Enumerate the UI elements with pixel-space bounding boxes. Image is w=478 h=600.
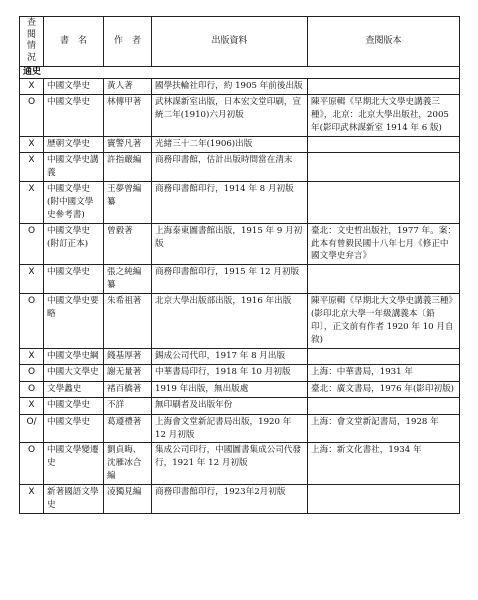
cell-consulted: 臺北：文史哲出版社，1977 年。案：此本有曾毅民國十八年七月《修正中國文學史弁言》 (308, 223, 460, 265)
cell-consulted (308, 182, 460, 224)
cell-status: O/ (20, 414, 44, 443)
cell-consulted: 上海：會文堂新記書局，1928 年 (308, 414, 460, 443)
cell-status: X (20, 348, 44, 365)
cell-consulted (308, 485, 460, 514)
table-row (20, 485, 460, 514)
cell-title: 中國文學史 (44, 398, 104, 415)
cell-author: 黃人著 (104, 78, 152, 95)
table-row (20, 443, 460, 485)
cell-author: 錢基厚著 (104, 348, 152, 365)
cell-author: 凌獨見編 (104, 485, 152, 514)
cell-title: 中國大文學史 (44, 365, 104, 382)
cell-consulted: 臺北：廣文書局，1976 年(影印初版) (308, 381, 460, 398)
cell-publication: 中華書局印行，1918 年 10 月初版 (152, 365, 308, 382)
cell-status: O (20, 365, 44, 382)
cell-consulted: 陳平原輯《早期北大文學史講義三種》(影印北京大學一年級講義本〔鉛印〕，正文前有作者 1920 年 10 月自敘) (308, 294, 460, 349)
cell-title: 歷朝文學史 (44, 136, 104, 153)
cell-title: 中國文學史 (44, 95, 104, 137)
cell-author: 朱希祖著 (104, 294, 152, 349)
cell-author: 曾毅著 (104, 223, 152, 265)
cell-consulted: 上海：中華書局，1931 年 (308, 365, 460, 382)
cell-title: 中國文學史(附訂正本) (44, 223, 104, 265)
cell-status: X (20, 398, 44, 415)
cell-title: 中國文學史綱 (44, 348, 104, 365)
cell-consulted (308, 78, 460, 95)
cell-status: O (20, 95, 44, 137)
header-publication: 出版資料 (152, 17, 308, 67)
cell-title: 中國文學史 (44, 78, 104, 95)
cell-author: 林傳甲著 (104, 95, 152, 137)
cell-title: 中國文學史 (44, 265, 104, 294)
cell-status: X (20, 182, 44, 224)
cell-consulted (308, 265, 460, 294)
cell-status: O (20, 443, 44, 485)
table-row (20, 223, 460, 265)
cell-author: 葛遵禮著 (104, 414, 152, 443)
cell-title: 新著國語文學史 (44, 485, 104, 514)
header-consulted: 查閱版本 (308, 17, 460, 67)
table-row (20, 381, 460, 398)
table-row (20, 348, 460, 365)
table-row (20, 265, 460, 294)
cell-publication: 武林謀新室出版，日本宏文堂印刷，宣統二年(1910)六月初版 (152, 95, 308, 137)
cell-author: 不詳 (104, 398, 152, 415)
cell-publication: 商務印書館印行，1914 年 8 月初版 (152, 182, 308, 224)
cell-status: X (20, 153, 44, 182)
cell-consulted (308, 398, 460, 415)
cell-consulted (308, 348, 460, 365)
cell-title: 中國文學史(附中國文學史參考書) (44, 182, 104, 224)
cell-consulted: 陳平原輯《早期北大文學史講義三種》，北京：北京大學出版社，2005 年(影印武林謀新室 1914 年 6 版) (308, 95, 460, 137)
cell-publication: 商務印書館，估計出版時間當在清末 (152, 153, 308, 182)
cell-consulted: 上海：新文化書社，1934 年 (308, 443, 460, 485)
cell-status: O (20, 223, 44, 265)
table-row (20, 78, 460, 95)
cell-title: 文學蠡史 (44, 381, 104, 398)
header-author: 作 者 (104, 17, 152, 67)
cell-consulted (308, 153, 460, 182)
cell-status: X (20, 78, 44, 95)
bibliography-table (19, 16, 460, 514)
cell-publication: 1919 年出版，無出版處 (152, 381, 308, 398)
cell-title: 中國文學變遷史 (44, 443, 104, 485)
cell-publication: 北京大學出版部出版，1916 年出版 (152, 294, 308, 349)
cell-author: 竇警凡著 (104, 136, 152, 153)
cell-author: 王夢曾編纂 (104, 182, 152, 224)
cell-author: 張之純編纂 (104, 265, 152, 294)
cell-author: 褚百橋著 (104, 381, 152, 398)
cell-publication: 商務印書館印行，1915 年 12 月初版 (152, 265, 308, 294)
cell-author: 許指嚴編 (104, 153, 152, 182)
cell-author: 劉貞晦、沈雁冰合編 (104, 443, 152, 485)
cell-title: 中國文學史要略 (44, 294, 104, 349)
cell-publication: 上海泰東圖書館出版，1915 年 9 月初版 (152, 223, 308, 265)
cell-status: O (20, 294, 44, 349)
table-row (20, 182, 460, 224)
cell-publication: 無印刷者及出版年份 (152, 398, 308, 415)
header-status (20, 17, 44, 67)
cell-publication: 上海會文堂新記書局出版，1920 年 12 月初版 (152, 414, 308, 443)
table-row (20, 95, 460, 137)
table-row (20, 136, 460, 153)
table-body (20, 66, 460, 513)
cell-publication: 商務印書館印行，1923年2月初版 (152, 485, 308, 514)
cell-publication: 錫成公司代印，1917 年 8 月出版 (152, 348, 308, 365)
section-row (20, 66, 460, 78)
cell-consulted (308, 136, 460, 153)
cell-status: X (20, 485, 44, 514)
header-row (20, 17, 460, 67)
cell-publication: 光緒三十二年(1906)出版 (152, 136, 308, 153)
table-row (20, 398, 460, 415)
cell-status: X (20, 136, 44, 153)
cell-publication: 集成公司印行，中國圖書集成公司代發行，1921 年 12 月初版 (152, 443, 308, 485)
table-row (20, 294, 460, 349)
cell-title: 中國文學史 (44, 414, 104, 443)
table-row (20, 414, 460, 443)
table-row (20, 365, 460, 382)
cell-author: 謝无量著 (104, 365, 152, 382)
table-row (20, 153, 460, 182)
header-title: 書 名 (44, 17, 104, 67)
cell-title: 中國文學史講義 (44, 153, 104, 182)
header-status-label: 查閱 情況 (26, 18, 36, 64)
cell-status: O (20, 381, 44, 398)
cell-publication: 國學扶輪社印行，約 1905 年前後出版 (152, 78, 308, 95)
section-label: 通史 (20, 66, 460, 78)
cell-status: X (20, 265, 44, 294)
